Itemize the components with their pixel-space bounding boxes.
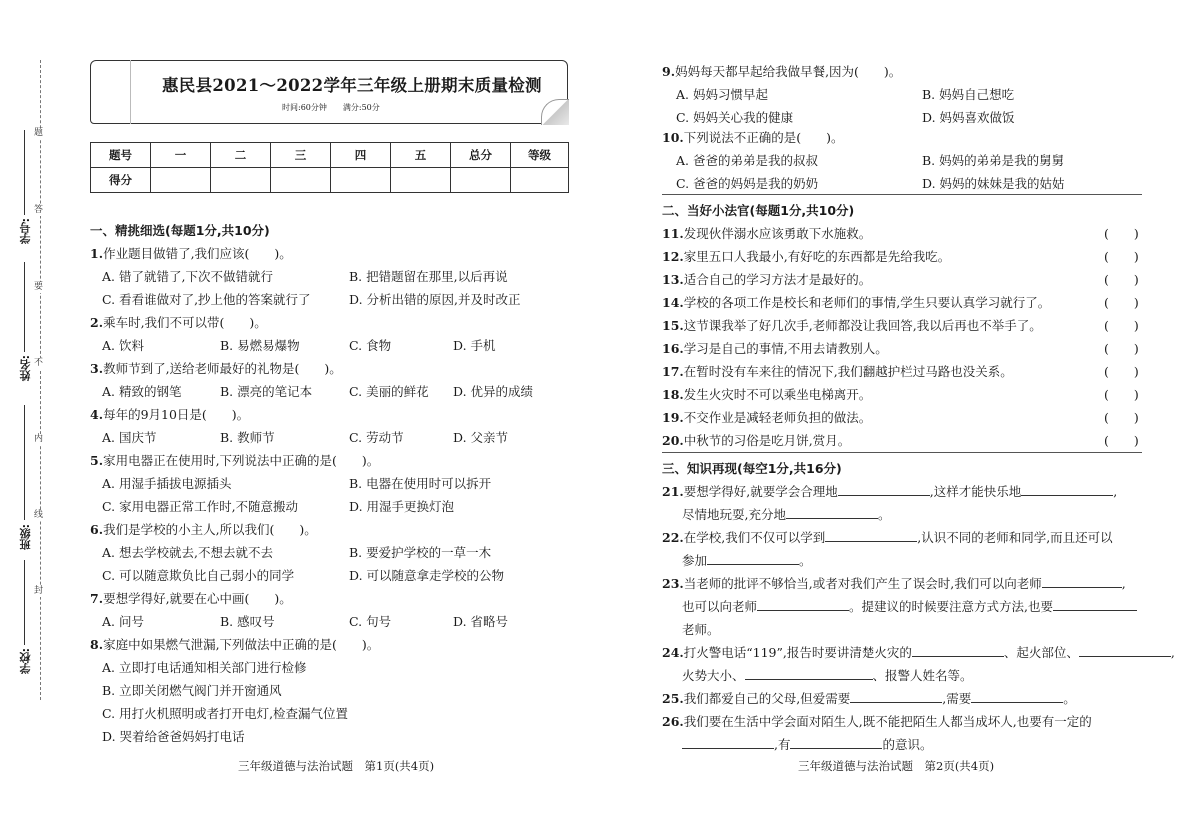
question-9 (662, 62, 901, 80)
fill-question-21 (662, 482, 1117, 500)
option-a[interactable]: A. 用湿手插拔电源插头 (102, 476, 232, 491)
question-number: 5. (90, 453, 104, 468)
blank-input[interactable] (1053, 599, 1137, 611)
score-row (91, 168, 569, 193)
fill-question-25 (662, 689, 1076, 707)
section-1-heading: 一、精挑细选(每题1分,共10分) (90, 223, 270, 238)
question-text: 中秋节的习俗是吃月饼,赏月。 (683, 433, 851, 448)
score-cell[interactable] (451, 168, 511, 193)
score-header-cell: 三 (271, 143, 331, 168)
question-text: 学习是自己的事情,不用去请教别人。 (683, 341, 888, 356)
score-header-row (91, 143, 569, 168)
judge-question-20 (662, 431, 850, 449)
question-number: 13. (662, 272, 684, 287)
question-text: 尽情地玩耍,充分地 (682, 507, 786, 522)
fill-question-24 (662, 643, 1175, 661)
question-7 (90, 589, 292, 607)
answer-parentheses[interactable]: ( ) (1104, 226, 1139, 241)
answer-parentheses[interactable]: ( ) (1104, 341, 1139, 356)
question-text: 我们要在生活中学会面对陌生人,既不能把陌生人都当成坏人,也要有一定的 (683, 714, 1092, 729)
question-text: 要想学得好,就要在心中画( )。 (103, 591, 292, 606)
option-c[interactable]: C. 家用电器正常工作时,不随意搬动 (102, 499, 299, 514)
section-divider (662, 452, 1142, 453)
score-cell[interactable] (511, 168, 569, 193)
score-cell[interactable] (391, 168, 451, 193)
question-text: 当老师的批评不够恰当,或者对我们产生了误会时,我们可以向老师 (683, 576, 1042, 591)
score-header-cell: 题号 (91, 143, 151, 168)
question-text: 。提建议的时候要注意方式方法,也要 (849, 599, 1053, 614)
field-school: 学校: (19, 648, 32, 675)
judge-question-13 (662, 270, 871, 288)
score-header-cell: 二 (211, 143, 271, 168)
question-text: , (1121, 576, 1126, 591)
question-text: 参加 (682, 553, 708, 568)
option-d[interactable]: D. 可以随意拿走学校的公物 (349, 568, 505, 583)
blank-input[interactable] (838, 484, 930, 496)
blank-input[interactable] (912, 645, 1004, 657)
school-line[interactable] (24, 560, 25, 645)
option-a[interactable]: A. 想去学校就去,不想去就不去 (102, 545, 273, 560)
field-name: 姓名: (19, 355, 32, 382)
section-2-heading: 二、当好小法官(每题1分,共10分) (662, 203, 855, 218)
question-number: 24. (662, 645, 684, 660)
judge-question-19 (662, 408, 871, 426)
page-footer: 三年级道德与法治试题 第1页(共4页) (238, 759, 435, 773)
section-divider (662, 194, 1142, 195)
question-text: 教师节到了,送给老师最好的礼物是( )。 (103, 361, 342, 376)
blank-input[interactable] (1021, 484, 1113, 496)
question-number: 25. (662, 691, 684, 706)
question-text: 要想学得好,就要学会合理地 (683, 484, 838, 499)
section-3-heading: 三、知识再现(每空1分,共16分) (662, 461, 842, 476)
fill-question-23-end (682, 620, 720, 638)
option-a[interactable]: A. 精致的钢笔 (102, 384, 182, 399)
question-number: 17. (662, 364, 684, 379)
exam-title: 惠民县2021～2022学年三年级上册期末质量检测 (162, 76, 542, 95)
option-c[interactable]: C. 劳动节 (349, 430, 404, 445)
cut-char: 线 (34, 510, 44, 520)
option-d[interactable]: D. 优异的成绩 (453, 384, 534, 399)
question-text: 打火警电话“119”,报告时要讲清楚火灾的 (683, 645, 912, 660)
question-text: , (1113, 484, 1118, 499)
cut-char: 要 (34, 282, 44, 292)
blank-input[interactable] (790, 737, 882, 749)
question-number: 1. (90, 246, 104, 261)
cut-char: 封 (34, 586, 44, 596)
answer-parentheses[interactable]: ( ) (1104, 318, 1139, 333)
question-number: 18. (662, 387, 684, 402)
answer-parentheses[interactable]: ( ) (1104, 433, 1139, 448)
option-d[interactable]: D. 妈妈喜欢做饭 (922, 110, 1015, 125)
binding-margin (30, 40, 82, 730)
question-text: 、报警人姓名等。 (872, 668, 973, 683)
option-a[interactable]: A. 问号 (102, 614, 144, 629)
question-text: 适合自己的学习方法才是最好的。 (683, 272, 872, 287)
option-a[interactable]: A. 妈妈习惯早起 (676, 87, 768, 102)
fill-question-21-cont (682, 505, 891, 523)
cut-char: 答 (34, 205, 44, 215)
option-a[interactable]: A. 错了就错了,下次不做错就行 (102, 269, 273, 284)
question-text: 发生火灾时不可以乘坐电梯离开。 (683, 387, 872, 402)
fill-question-23-cont (682, 597, 1137, 615)
judge-question-11 (662, 224, 871, 242)
question-text: ,需要 (942, 691, 972, 706)
score-cell[interactable] (331, 168, 391, 193)
fill-question-26-cont (682, 735, 933, 753)
question-text: 下列说法不正确的是( )。 (683, 130, 844, 145)
option-b[interactable]: B. 教师节 (220, 430, 275, 445)
option-c[interactable]: C. 美丽的鲜花 (349, 384, 429, 399)
option-c[interactable]: C. 用打火机照明或者打开电灯,检查漏气位置 (102, 706, 349, 721)
fill-question-23 (662, 574, 1126, 592)
cut-char: 不 (34, 358, 44, 368)
question-text: 。 (877, 507, 891, 522)
option-d[interactable]: D. 哭着给爸爸妈妈打电话 (102, 729, 245, 744)
question-text: 家用电器正在使用时,下列说法中正确的是( )。 (103, 453, 380, 468)
option-b[interactable]: B. 妈妈的弟弟是我的舅舅 (922, 153, 1065, 168)
answer-parentheses[interactable]: ( ) (1104, 249, 1139, 264)
question-number: 26. (662, 714, 684, 729)
judge-question-16 (662, 339, 888, 357)
question-text: ,认识不同的老师和同学,而且还可以 (917, 530, 1113, 545)
option-a[interactable]: A. 立即打电话通知相关部门进行检修 (102, 660, 307, 675)
option-c[interactable]: C. 爸爸的妈妈是我的奶奶 (676, 176, 819, 191)
question-8 (90, 635, 379, 653)
score-header-cell: 四 (331, 143, 391, 168)
field-class: 班级: (19, 524, 32, 551)
judge-question-12 (662, 247, 950, 265)
score-table (90, 142, 569, 193)
student-id-line[interactable] (24, 130, 25, 215)
question-text: 在学校,我们不仅可以学到 (683, 530, 826, 545)
option-d[interactable]: D. 分析出错的原因,并及时改正 (349, 292, 521, 307)
option-a[interactable]: A. 爸爸的弟弟是我的叔叔 (676, 153, 818, 168)
question-number: 23. (662, 576, 684, 591)
question-text: 我们是学校的小主人,所以我们( )。 (103, 522, 317, 537)
question-number: 21. (662, 484, 684, 499)
option-d[interactable]: D. 用湿手更换灯泡 (349, 499, 455, 514)
question-number: 22. (662, 530, 684, 545)
score-header-cell: 五 (391, 143, 451, 168)
blank-input[interactable] (786, 507, 878, 519)
question-text: ,这样才能快乐地 (929, 484, 1022, 499)
option-c[interactable]: C. 妈妈关心我的健康 (676, 110, 794, 125)
question-text: 我们都爱自己的父母,但爱需要 (683, 691, 851, 706)
judge-question-15 (662, 316, 1042, 334)
blank-input[interactable] (707, 553, 799, 565)
question-text: 、起火部位、 (1003, 645, 1079, 660)
question-10 (662, 128, 844, 146)
question-text: 妈妈每天都早起给我做早餐,因为( )。 (675, 64, 902, 79)
question-number: 9. (662, 64, 676, 79)
question-text: 作业题目做错了,我们应该( )。 (103, 246, 292, 261)
question-number: 14. (662, 295, 684, 310)
name-line[interactable] (24, 262, 25, 352)
question-number: 3. (90, 361, 104, 376)
question-text: 老师。 (682, 622, 720, 637)
score-cell[interactable] (271, 168, 331, 193)
answer-parentheses[interactable]: ( ) (1104, 364, 1139, 379)
question-number: 15. (662, 318, 684, 333)
cut-char: 内 (34, 434, 44, 444)
option-c[interactable]: C. 看看谁做对了,抄上他的答案就行了 (102, 292, 311, 307)
question-text: 。 (799, 553, 812, 568)
question-2 (90, 313, 267, 331)
field-student-id: 学号: (19, 218, 32, 245)
fill-question-26 (662, 712, 1092, 730)
question-number: 16. (662, 341, 684, 356)
cut-char: 题 (34, 128, 44, 138)
question-6 (90, 520, 317, 538)
page-footer: 三年级道德与法治试题 第2页(共4页) (798, 759, 995, 773)
blank-input[interactable] (850, 691, 942, 703)
question-1 (90, 244, 292, 262)
option-d[interactable]: D. 妈妈的妹妹是我的姑姑 (922, 176, 1065, 191)
blank-input[interactable] (682, 737, 774, 749)
question-number: 11. (662, 226, 684, 241)
score-cell[interactable] (151, 168, 211, 193)
option-d[interactable]: D. 父亲节 (453, 430, 509, 445)
question-3 (90, 359, 342, 377)
question-text: 学校的各项工作是校长和老师们的事情,学生只要认真学习就行了。 (683, 295, 1051, 310)
fill-question-22-cont (682, 551, 812, 569)
cut-line (40, 60, 41, 700)
question-text: ,有 (774, 737, 791, 752)
question-number: 2. (90, 315, 104, 330)
question-text: , (1170, 645, 1175, 660)
question-5 (90, 451, 379, 469)
question-text: 乘车时,我们不可以带( )。 (103, 315, 267, 330)
question-number: 10. (662, 130, 684, 145)
blank-input[interactable] (825, 530, 917, 542)
option-c[interactable]: C. 食物 (349, 338, 392, 353)
exam-subtitle: 时间:60分钟 满分:50分 (282, 103, 380, 112)
answer-parentheses[interactable]: ( ) (1104, 295, 1139, 310)
option-d[interactable]: D. 手机 (453, 338, 496, 353)
judge-question-17 (662, 362, 1013, 380)
question-4 (90, 405, 249, 423)
question-text: 的意识。 (882, 737, 933, 752)
question-number: 7. (90, 591, 104, 606)
score-header-cell: 总分 (451, 143, 511, 168)
score-cell[interactable] (211, 168, 271, 193)
option-b[interactable]: B. 妈妈自己想吃 (922, 87, 1015, 102)
answer-parentheses[interactable]: ( ) (1104, 410, 1139, 425)
fill-question-24-cont (682, 666, 973, 684)
option-d[interactable]: D. 省略号 (453, 614, 509, 629)
question-text: 在暂时没有车来往的情况下,我们翻越护栏过马路也没关系。 (683, 364, 1013, 379)
question-text: 不交作业是减轻老师负担的做法。 (683, 410, 872, 425)
score-header-cell: 等级 (511, 143, 569, 168)
question-text: 。 (1063, 691, 1076, 706)
question-text: 也可以向老师 (682, 599, 758, 614)
fill-question-22 (662, 528, 1113, 546)
option-c[interactable]: C. 句号 (349, 614, 392, 629)
blank-input[interactable] (1042, 576, 1122, 588)
question-number: 19. (662, 410, 684, 425)
answer-parentheses[interactable]: ( ) (1104, 272, 1139, 287)
question-text: 家庭中如果燃气泄漏,下列做法中正确的是( )。 (103, 637, 380, 652)
judge-question-18 (662, 385, 871, 403)
class-line[interactable] (24, 405, 25, 520)
option-c[interactable]: C. 可以随意欺负比自己弱小的同学 (102, 568, 295, 583)
question-text: 每年的9月10日是( )。 (103, 407, 250, 422)
question-number: 20. (662, 433, 684, 448)
option-b[interactable]: B. 要爱护学校的一草一木 (349, 545, 492, 560)
score-row-label: 得分 (91, 168, 151, 193)
blank-input[interactable] (757, 599, 849, 611)
question-number: 4. (90, 407, 104, 422)
option-a[interactable]: A. 饮料 (102, 338, 144, 353)
score-header-cell: 一 (151, 143, 211, 168)
option-b[interactable]: B. 电器在使用时可以拆开 (349, 476, 492, 491)
option-b[interactable]: B. 感叹号 (220, 614, 275, 629)
question-text: 火势大小、 (682, 668, 745, 683)
page-curl-decoration (541, 99, 569, 125)
blank-input[interactable] (1079, 645, 1171, 657)
blank-input[interactable] (745, 668, 873, 680)
answer-parentheses[interactable]: ( ) (1104, 387, 1139, 402)
question-number: 6. (90, 522, 104, 537)
option-b[interactable]: B. 易燃易爆物 (220, 338, 300, 353)
judge-question-14 (662, 293, 1050, 311)
question-text: 发现伙伴溺水应该勇敢下水施救。 (683, 226, 872, 241)
question-text: 家里五口人我最小,有好吃的东西都是先给我吃。 (683, 249, 951, 264)
option-b[interactable]: B. 立即关闭燃气阀门并开窗通风 (102, 683, 282, 698)
option-a[interactable]: A. 国庆节 (102, 430, 157, 445)
question-text: 这节课我举了好几次手,老师都没让我回答,我以后再也不举手了。 (683, 318, 1042, 333)
blank-input[interactable] (971, 691, 1063, 703)
question-number: 12. (662, 249, 684, 264)
question-number: 8. (90, 637, 104, 652)
option-b[interactable]: B. 漂亮的笔记本 (220, 384, 313, 399)
option-b[interactable]: B. 把错题留在那里,以后再说 (349, 269, 508, 284)
